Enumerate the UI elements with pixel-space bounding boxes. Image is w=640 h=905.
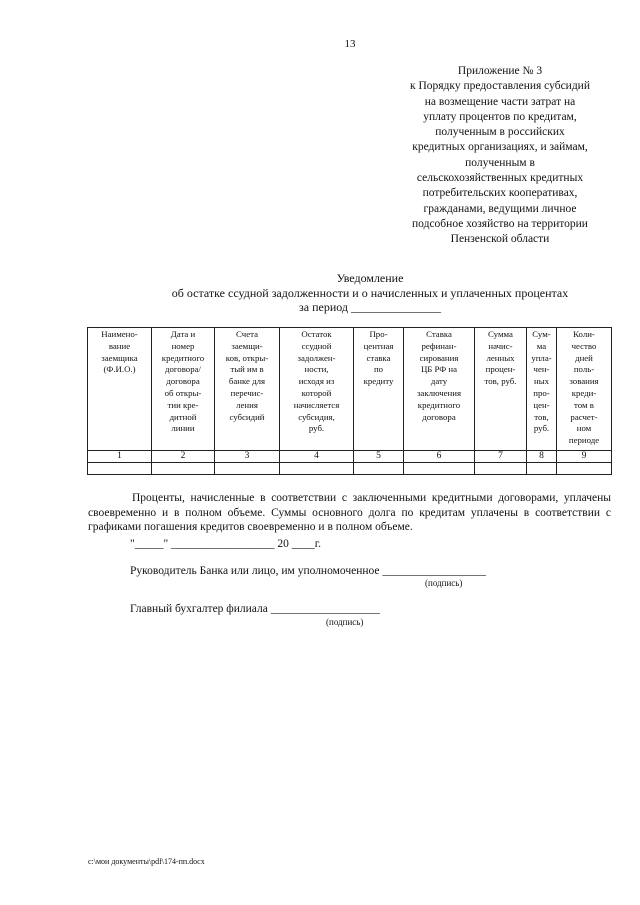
column-number: 3 [215, 451, 280, 463]
date-line: "_____" __________________ 20 ____г. [130, 538, 322, 550]
table-header-cell: Наимено- вание заемщика (Ф.И.О.) [88, 328, 152, 451]
table-header-cell: Сум- ма упла- чен- ных про- цен- тов, руб. [527, 328, 557, 451]
column-number: 4 [280, 451, 354, 463]
title-line: об остатке ссудной задолженности и о начисленных и уплаченных процентах [171, 285, 569, 300]
annex-line: сельскохозяйственных кредитных [416, 172, 584, 185]
annex-heading [380, 64, 620, 248]
column-number: 1 [88, 451, 152, 463]
signature-caption: (подпись) [326, 617, 364, 627]
bank-head-signature-line: Руководитель Банка или лицо, им уполномоченное __________________ [130, 565, 486, 577]
annex-line: к Порядку предоставления субсидий [410, 80, 590, 93]
table-header-cell: Коли- чество дней поль- зования креди- том в расчет- ном периоде [557, 328, 612, 451]
annex-line: уплату процентов по кредитам, [423, 110, 577, 123]
column-number: 5 [354, 451, 404, 463]
table-cell [280, 463, 354, 475]
page-number: 13 [344, 38, 356, 50]
table-cell [404, 463, 475, 475]
title-line: Уведомление [336, 271, 404, 285]
column-number: 6 [404, 451, 475, 463]
document-title [60, 271, 640, 315]
annex-line: потребительских кооперативах, [422, 187, 578, 200]
annex-line: на возмещение части затрат на [424, 95, 576, 108]
table-header-row [88, 328, 612, 451]
notification-table [87, 327, 612, 475]
table-cell [215, 463, 280, 475]
file-path-footer: c:\мои документы\pdf\174-пп.docx [88, 857, 205, 866]
table-header-cell: Дата и номер кредитного договора/ договора об откры- тии кре- дитной линии [152, 328, 215, 451]
period-line: за период _______________ [299, 300, 441, 314]
table-cell [475, 463, 527, 475]
annex-line: подсобное хозяйство на территории [412, 217, 588, 230]
table-cell [152, 463, 215, 475]
table-header-cell: Счета заемщи- ков, откры- тый им в банке для перечис- ления субсидий [215, 328, 280, 451]
annex-line: полученным в российских [435, 126, 565, 139]
annex-line: полученным в [465, 156, 535, 169]
table-header-cell: Сумма начис- ленных процен- тов, руб. [475, 328, 527, 451]
table-cell [88, 463, 152, 475]
table-empty-row [88, 463, 612, 475]
table-header-cell: Про- центная ставка по кредиту [354, 328, 404, 451]
annex-line: гражданами, ведущими личное [423, 202, 577, 215]
chief-accountant-signature-line: Главный бухгалтер филиала ___________________ [130, 603, 380, 615]
table-header-cell: Ставка рефинан- сирования ЦБ РФ на дату заключения кредитного договора [404, 328, 475, 451]
column-number: 2 [152, 451, 215, 463]
table-number-row [88, 451, 612, 463]
column-number: 7 [475, 451, 527, 463]
annex-line: кредитных организациях, и займам, [412, 141, 588, 154]
annex-line: Пензенской области [450, 233, 550, 246]
table-cell [527, 463, 557, 475]
column-number: 9 [557, 451, 612, 463]
signature-caption: (подпись) [425, 578, 463, 588]
statement-paragraph: Проценты, начисленные в соответствии с заключенными кредитными договорами, уплачены своевременно и в полном объеме. Суммы основного долга по кредитам уплачены в соответствии с графиками погашения кредитов своевременно и в полном объеме. [88, 492, 611, 533]
table-cell [354, 463, 404, 475]
table-header-cell: Остаток ссудной задолжен- ности, исходя из которой начисляется субсидия, руб. [280, 328, 354, 451]
table-cell [557, 463, 612, 475]
column-number: 8 [527, 451, 557, 463]
annex-line: Приложение № 3 [457, 65, 543, 77]
